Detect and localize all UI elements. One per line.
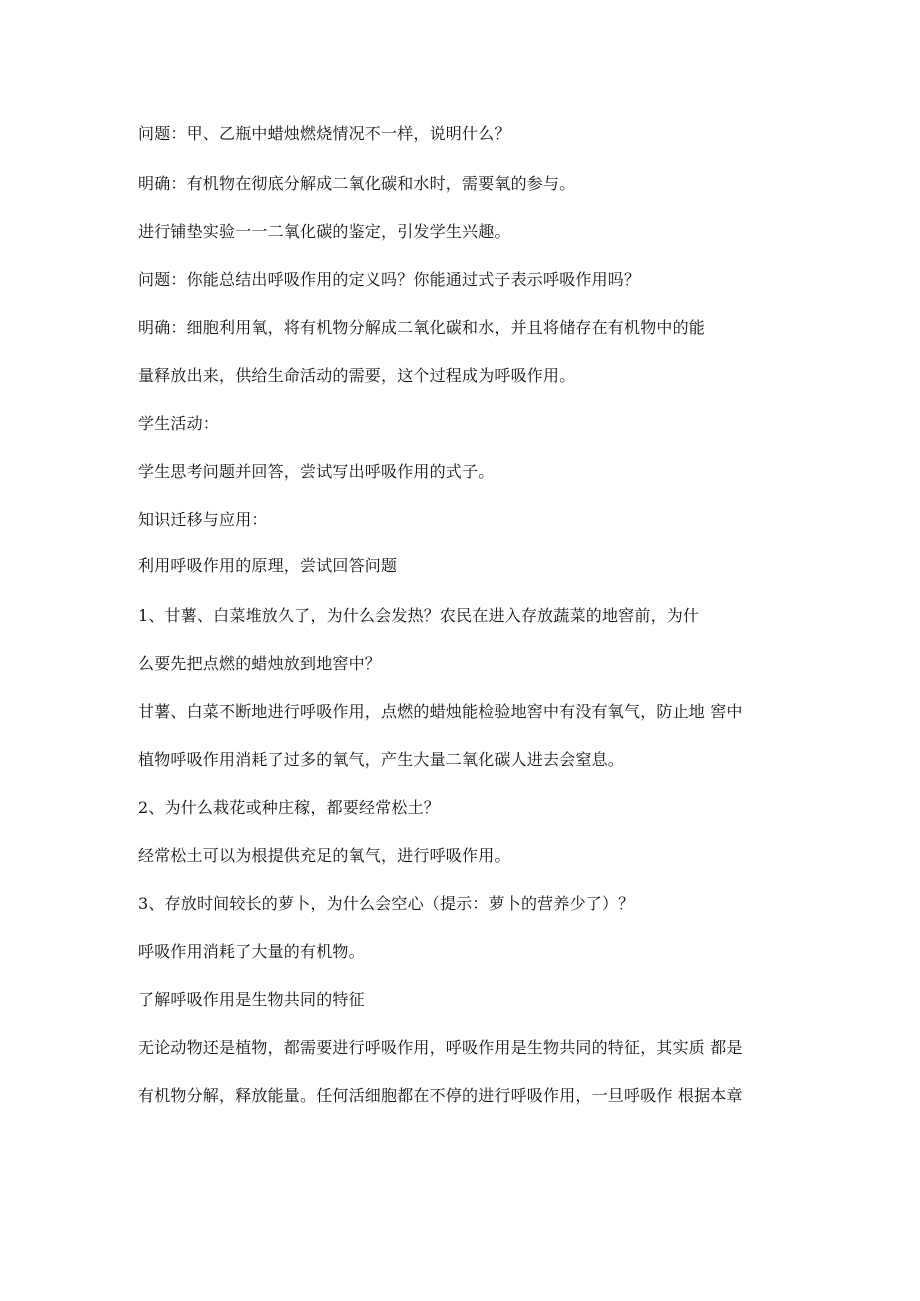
text-line: 1、甘薯、白菜堆放久了，为什么会发热？农民在进入存放蔬菜的地窖前，为什 bbox=[138, 606, 700, 625]
text-line: 呼吸作用消耗了大量的有机物。 bbox=[138, 942, 365, 961]
section-heading: 了解呼吸作用是生物共同的特征 bbox=[138, 990, 365, 1009]
text-line: 有机物分解，释放能量。任何活细胞都在不停的进行呼吸作用，一旦呼吸作 根据本章 bbox=[138, 1086, 743, 1105]
text-line: 学生思考问题并回答，尝试写出呼吸作用的式子。 bbox=[138, 462, 495, 481]
text-line: 问题：你能总结出呼吸作用的定义吗？你能通过式子表示呼吸作用吗？ bbox=[138, 270, 641, 289]
text-line: 么要先把点燃的蜡烛放到地窖中？ bbox=[138, 654, 382, 673]
text-line: 进行铺垫实验一一二氧化碳的鉴定，引发学生兴趣。 bbox=[138, 222, 511, 241]
text-line: 甘薯、白菜不断地进行呼吸作用，点燃的蜡烛能检验地窖中有没有氧气，防止地 窖中 bbox=[138, 702, 743, 721]
text-line: 量释放出来，供给生命活动的需要，这个过程成为呼吸作用。 bbox=[138, 366, 576, 385]
text-line: 无论动物还是植物，都需要进行呼吸作用，呼吸作用是生物共同的特征，其实质 都是 bbox=[138, 1038, 743, 1057]
text-line: 知识迁移与应用： bbox=[138, 510, 268, 529]
text-line: 学生活动： bbox=[138, 414, 220, 433]
text-line: 明确：有机物在彻底分解成二氧化碳和水时，需要氧的参与。 bbox=[138, 174, 576, 193]
text-line: 问题：甲、乙瓶中蜡烛燃烧情况不一样，说明什么？ bbox=[138, 124, 511, 143]
text-line: 植物呼吸作用消耗了过多的氧气，产生大量二氧化碳人进去会窒息。 bbox=[138, 750, 625, 769]
text-line: 明确：细胞利用氧，将有机物分解成二氧化碳和水，并且将储存在有机物中的能 bbox=[138, 318, 706, 337]
text-line: 3、存放时间较长的萝卜，为什么会空心（提示：萝卜的营养少了）？ bbox=[138, 894, 635, 913]
text-line: 经常松土可以为根提供充足的氧气，进行呼吸作用。 bbox=[138, 846, 511, 865]
text-line: 2、为什么栽花或种庄稼，都要经常松土？ bbox=[138, 798, 440, 817]
text-line: 利用呼吸作用的原理，尝试回答问题 bbox=[138, 556, 398, 575]
